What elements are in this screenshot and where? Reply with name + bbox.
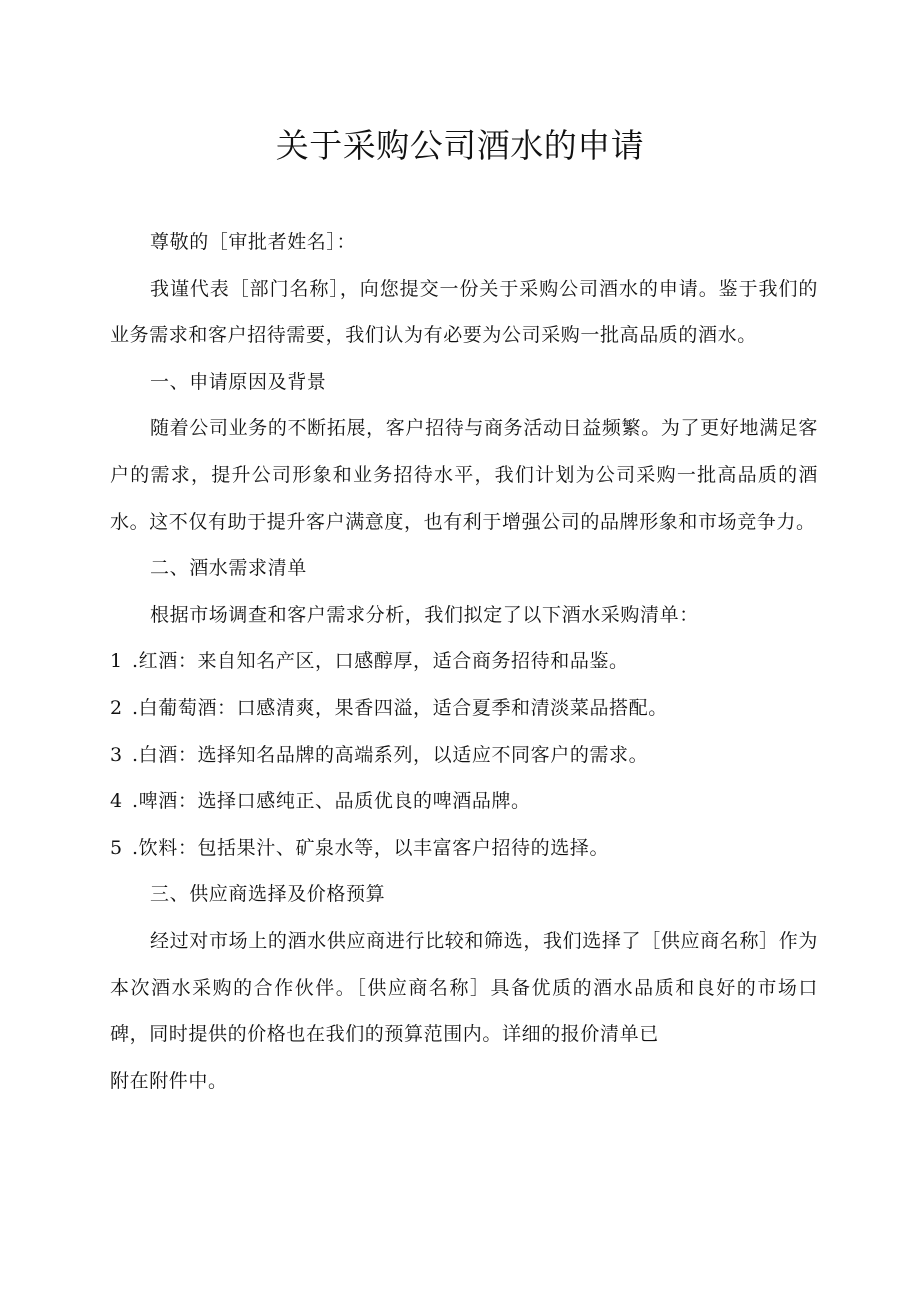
list-item-number: 1 bbox=[110, 650, 123, 673]
list-item-text: .红酒：来自知名产区，口感醇厚，适合商务招待和品鉴。 bbox=[132, 650, 629, 673]
intro-paragraph: 我谨代表［部门名称］，向您提交一份关于采购公司酒水的申请。鉴于我们的业务需求和客户招待需要，我们认为有必要为公司采购一批高品质的酒水。 bbox=[110, 277, 818, 347]
section-3-body: 经过对市场上的酒水供应商进行比较和筛选，我们选择了［供应商名称］作为本次酒水采购的合作伙伴。［供应商名称］具备优质的酒水品质和良好的市场口碑，同时提供的价格也在我们的预算范围内。详细的报价清单已 bbox=[110, 929, 818, 1046]
list-item bbox=[110, 638, 818, 685]
list-item-text: .白葡萄酒：口感清爽，果香四溢，适合夏季和清淡菜品搭配。 bbox=[132, 696, 668, 719]
salutation: 尊敬的［审批者姓名］： bbox=[150, 231, 357, 253]
document-body bbox=[110, 219, 818, 1104]
list-item-text: .饮料：包括果汁、矿泉水等，以丰富客户招待的选择。 bbox=[132, 836, 610, 859]
list-item-number: 5 bbox=[110, 836, 123, 859]
section-3-heading: 三、供应商选择及价格预算 bbox=[150, 883, 386, 906]
section-3-continuation: 附在附件中。 bbox=[110, 1069, 228, 1092]
list-item-number: 3 bbox=[110, 743, 123, 766]
section-1-heading: 一、申请原因及背景 bbox=[150, 370, 327, 393]
list-item bbox=[110, 732, 818, 779]
section-1-body: 随着公司业务的不断拓展，客户招待与商务活动日益频繁。为了更好地满足客户的需求，提升公司形象和业务招待水平，我们计划为公司采购一批高品质的酒水。这不仅有助于提升客户满意度，也有利于增强公司的品牌形象和市场竞争力。 bbox=[110, 417, 818, 533]
list-item bbox=[110, 825, 818, 872]
list-item-number: 4 bbox=[110, 790, 123, 813]
list-item-text: .白酒：选择知名品牌的高端系列，以适应不同客户的需求。 bbox=[132, 743, 649, 766]
document-title: 关于采购公司酒水的申请 bbox=[275, 126, 645, 165]
list-item bbox=[110, 685, 818, 732]
section-2-intro: 根据市场调查和客户需求分析，我们拟定了以下酒水采购清单： bbox=[150, 603, 699, 626]
list-item-text: .啤酒：选择口感纯正、品质优良的啤酒品牌。 bbox=[132, 790, 531, 813]
list-item bbox=[110, 778, 818, 825]
list-item-number: 2 bbox=[110, 696, 123, 719]
section-2-heading: 二、酒水需求清单 bbox=[150, 557, 307, 580]
